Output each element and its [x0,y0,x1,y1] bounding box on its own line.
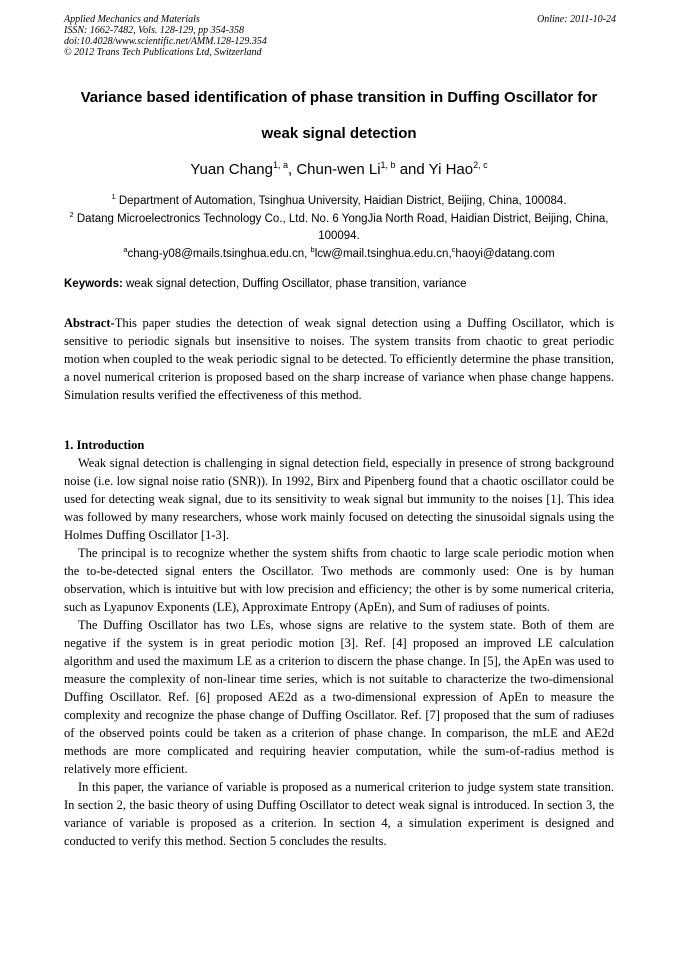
body-paragraph: The Duffing Oscillator has two LEs, whose signs are relative to the system state. Both of them are negative if the system is in great periodic motion [3]. Ref. [4] proposed an improved LE calculation algorithm and used the maximum LE as a criterion to discern the phase change. In [5], the ApEn was used to measure the complexity of non-linear time series, which is not suitable to characterize the two-dimensional Duffing Oscillator. Ref. [6] proposed AE2d as a two-dimensional expression of ApEn to measure the complexity and recognize the phase change of Duffing Oscillator. Ref. [7] proposed that the sum of radiuses of the observed points could be taken as a criterion of phase change. In comparison, the mLE and AE2d methods are more complicated and requiring heavier computation, while the sum-of-radius method is relatively more efficient. [64,618,614,776]
author-name: Chun-wen Li [296,161,381,178]
online-date: Online: 2011-10-24 [537,14,616,25]
issn-line: ISSN: 1662-7482, Vols. 128-129, pp 354-358 [64,25,244,36]
affiliation-text: Department of Automation, Tsinghua University, Haidian District, Beijing, China, 100084. [118,194,567,207]
journal-header [64,14,616,58]
doi-line: doi:10.4028/www.scientific.net/AMM.128-129.354 [64,36,267,47]
affiliation-number: 2 [69,210,74,219]
author-name: Yi Hao [428,161,474,178]
keywords-line [64,278,616,290]
author-list [40,160,638,178]
author-separator: , [287,161,297,178]
affiliation-text: Datang Microelectronics Technology Co., Ltd. No. 6 YongJia North Road, Haidian District, Beijing, China, 100094. [76,212,609,242]
email-link[interactable]: chang-y08@mails.tsinghua.edu.cn, [127,247,311,260]
affiliation-number: 1 [111,192,116,201]
email-link[interactable]: lcw@mail.tsinghua.edu.cn, [314,247,452,260]
introduction-section [64,436,614,850]
body-paragraph: The principal is to recognize whether the system shifts from chaotic to large scale periodic motion when the to-be-detected signal enters the Oscillator. Two methods are commonly used: One is by human observation, which is intuitive but with low precision and efficiency; the other is by some numerical criteria, such as Lyapunov Exponents (LE), Approximate Entropy (ApEn), and Sum of radiuses of points. [64,546,614,614]
body-paragraph: In this paper, the variance of variable is proposed as a numerical criterion to judge system state transition. In section 2, the basic theory of using Duffing Oscillator to detect weak signal is introduced. In section 3, the variance of variable is proposed as a criterion. In section 4, a simulation experiment is designed and conducted to verify this method. Section 5 concludes the results. [64,780,614,848]
affiliation-2 [60,206,618,245]
journal-name: Applied Mechanics and Materials [64,14,200,25]
author-superscript: 1, b [380,160,396,170]
keywords-text: weak signal detection, Duffing Oscillator, phase transition, variance [126,278,467,290]
paper-title-line-2: weak signal detection [261,125,417,142]
paper-title-line-1: Variance based identification of phase transition in Duffing Oscillator for [80,89,598,106]
author-superscript: 1, a [272,160,288,170]
author-separator: and [395,161,429,178]
email-link[interactable]: haoyi@datang.com [455,247,555,260]
body-paragraph: Weak signal detection is challenging in signal detection field, especially in presence of strong background noise (i.e. low signal noise ratio (SNR)). In 1992, Birx and Pipenberg found that a chaotic oscillator could be used for detecting weak signal, due to its sensitivity to weak signal but immunity to the noises [1]. This idea was followed by many researchers, whose work mainly focused on detecting the sinusoidal signals using the Holmes Duffing Oscillator [1-3]. [64,456,614,542]
author-emails [60,241,618,263]
email-superscript: b [310,245,315,254]
abstract-paragraph [64,314,614,404]
keywords-label: Keywords: [64,278,123,290]
author-superscript: 2, c [473,160,488,170]
abstract-label: Abstract- [64,316,115,330]
copyright-line: © 2012 Trans Tech Publications Ltd, Switzerland [64,47,262,58]
email-superscript: c [451,245,456,254]
abstract-text: This paper studies the detection of weak signal detection using a Duffing Oscillator, which is sensitive to periodic signals but insensitive to noises. The system transits from chaotic to great periodic motion when coupled to the weak periodic signal to be detected. To efficiently determine the phase transition, a novel numerical criterion is proposed based on the sharp increase of variance when phase change happens. Simulation results verified the effectiveness of this method. [64,316,614,402]
email-superscript: a [123,245,128,254]
author-name: Yuan Chang [190,161,273,178]
section-heading: 1. Introduction [64,438,145,452]
